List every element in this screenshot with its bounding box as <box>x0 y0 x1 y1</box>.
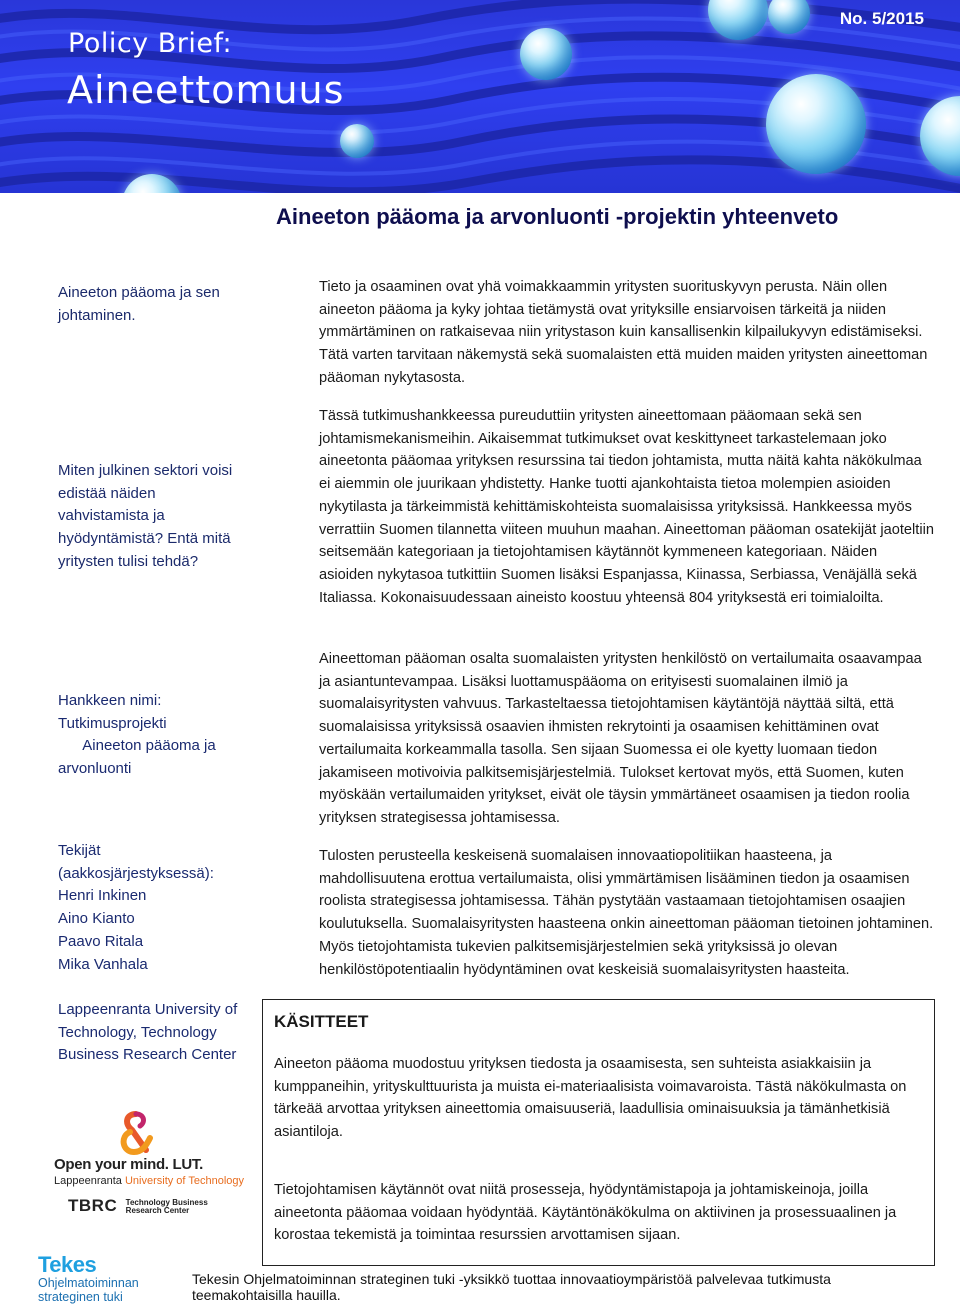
tbrc-line-1: Technology Business <box>125 1197 208 1207</box>
ampersand-icon <box>116 1110 156 1156</box>
author-name: Henri Inkinen <box>58 887 147 905</box>
policy-brief-label: Policy Brief: <box>68 28 233 59</box>
concept-intangible-capital: Aineeton pääoma muodostuu yrityksen tiedosta ja osaamisesta, sen suhteista asiakkaisiin ja kumppaneihin, yrityskulttuurista ja muista ei-materiaalisista voimavaroista. Tästä näkökulmasta on tärkeää arvottaa yrityksen aineettomia omaisuuseriä, laadullisia ominaisuuksia ja tämänhetkisiä asiantiloja. <box>274 1056 907 1141</box>
concepts-title: KÄSITTEET <box>274 1012 369 1031</box>
document-heading: Aineeton pääoma ja arvonluonti -projektin yhteenveto <box>276 204 839 229</box>
author-name: Aino Kianto <box>58 910 135 928</box>
body-paragraph-3: Aineettoman pääoman osalta suomalaisten yritysten henkilöstö on vertailumaita osaavampaa ja asiantuntevampaa. Lisäksi luottamuspääoma on erityisesti suomalainen ilmiö ja suomalaisyritysten vahvuus. Tarkasteltaessa tietojohtamisen käytäntöjä näyttää siltä, että suomalaisissa yrityksissä osaavien ihmisten rekrytointi ja osaamisen kehittäminen ovat vertailumaita korkeammalla tasolla. Sen sijaan Suomessa ei ole kyetty luomaan tiedon jakamiseen motivoivia palkitsemisjärjestelmiä. Tulokset kertovat myös, että Suomen, kuten myöskään vertailumaiden yritykset, eivät ole täysin ymmärtäneet osaamisen ja tiedon roolia yrityksen strategisessa johtamisessa. <box>319 651 922 826</box>
tekes-sub-line-2: strateginen tuki <box>38 1290 123 1304</box>
author-name: Mika Vanhala <box>58 955 148 973</box>
concept-knowledge-management: Tietojohtamisen käytännöt ovat niitä prosesseja, hyödyntämistapoja ja johtamiskeinoja, joilla aineetonta pääomaa voidaan hyödyntää. Käytäntönäkökulma on aktiivinen ja prosessuaalinen ja korostaa tekemistä ja toimintaa resurssien arvottamisen sijaan. <box>274 1182 897 1244</box>
bubble-decoration <box>520 28 572 80</box>
authors-heading: Tekijät (aakkosjärjestyksessä): <box>58 842 214 882</box>
tekes-sub-line-1: Ohjelmatoiminnan <box>38 1276 139 1290</box>
concepts-box <box>262 999 935 1266</box>
institution: Lappeenranta University of Technology, Technology Business Research Center <box>58 1001 238 1064</box>
issue-number: No. 5/2015 <box>839 9 924 28</box>
bubble-decoration <box>766 74 866 174</box>
body-paragraph-4: Tulosten perusteella keskeisenä suomalaisen innovaatiopolitiikan haasteena, ja mahdollisuutena erottua vertailumaista, olisi ymmärtämisen lisääminen tiedon ja osaamisen roolista strategisessa johtamisessa. Tähän pystytään vastaamaan tietojohtamisen osaajien koulutuksella. Suomalaisyritysten haasteena onkin aineettoman pääoman tietoinen johtaminen. Myös tietojohtamista tukevien palkitsemisjärjestelmien sekä yrityksissä jo olevan henkilöstöpotentiaalin hyödyntäminen ovat keskeisiä suomalaisyritysten haasteita. <box>319 848 934 978</box>
body-paragraph-1: Tieto ja osaaminen ovat yhä voimakkaammin yritysten suorituskyvyn perusta. Näin ollen aineeton pääoma ja kyky johtaa tietämystä ovat yrityksille ensiarvoisen tärkeitä ja niiden ymmärtäminen on ratkaisevaa niin yritystason kuin kansallisenkin kilpailukyvyn edistämiseksi. Tätä varten tarvitaan näkemystä sekä suomalaisten että muiden maiden yritysten aineettoman pääoman nykytasosta. <box>319 279 928 386</box>
author-name: Paavo Ritala <box>58 932 144 950</box>
tekes-logo <box>38 1254 198 1304</box>
tekes-wordmark: Tekes <box>38 1252 97 1277</box>
lut-name-part-1: Lappeenranta <box>54 1175 122 1187</box>
lut-name <box>54 1175 244 1187</box>
header-banner <box>0 0 960 193</box>
sidebar-question-2: Miten julkinen sektori voisi edistää näiden vahvistamista ja hyödyntämistä? Entä mitä yritysten tulisi tehdä? <box>58 462 233 570</box>
tbrc-line-2: Research Center <box>125 1205 190 1215</box>
tbrc-name <box>126 1199 208 1215</box>
sidebar-question-1: Aineeton pääoma ja sen johtaminen. <box>58 284 220 324</box>
policy-brief-title: Aineettomuus <box>67 68 345 112</box>
authors-block <box>58 840 248 976</box>
footer-text: Tekesin Ohjelmatoiminnan strateginen tuki -yksikkö tuottaa innovaatioympäristöä palvelevaa tutkimusta teemakohtaisilla hauilla. <box>192 1271 831 1303</box>
body-paragraph-2: Tässä tutkimushankkeessa pureuduttiin yritysten aineettomaan pääomaan sekä sen johtamismekanismeihin. Aikaisemmat tutkimukset ovat keskittyneet tarkastelemaan joko aineetonta pääomaa yrityksen resurssina tai tiedon johtamista, mutta näitä kahta näkökulmaa ei aiemmin ole juurikaan yhdistetty. Hanke tuotti ajankohtaista tietoa molempien asioiden nykytilasta ja tärkeimmistä kehittämiskohteista suomalaisissa yrityksissä. Hankkeessa myös verrattiin Suomen tilannetta viiteen muuhun maahan. Aineettoman pääoman osatekijät jaoteltiin seitsemään kategoriaan ja tietojohtamisen käytännöt kymmeneen kategoriaan. Näiden asioiden nykytasoa tutkittiin Suomen lisäksi Espanjassa, Kiinassa, Serbiassa, Venäjällä sekä Italiassa. Kokonaisuudessaan aineisto koostuu yhteensä 804 yrityksestä eri toimialoilta. <box>319 408 934 606</box>
project-name-line-2: arvonluonti <box>58 760 132 778</box>
lut-name-part-2: University of Technology <box>124 1175 244 1187</box>
project-name-line-1: Aineeton pääoma ja <box>82 737 216 755</box>
bubble-decoration <box>340 124 374 158</box>
tbrc-logo <box>68 1196 208 1216</box>
lut-slogan: Open your mind. LUT. <box>54 1156 204 1173</box>
project-type: Tutkimusprojekti <box>58 714 167 732</box>
tbrc-mark: TBRC <box>68 1196 118 1215</box>
lut-logo <box>52 1110 242 1230</box>
project-heading: Hankkeen nimi: <box>58 692 162 709</box>
project-info <box>58 690 248 781</box>
